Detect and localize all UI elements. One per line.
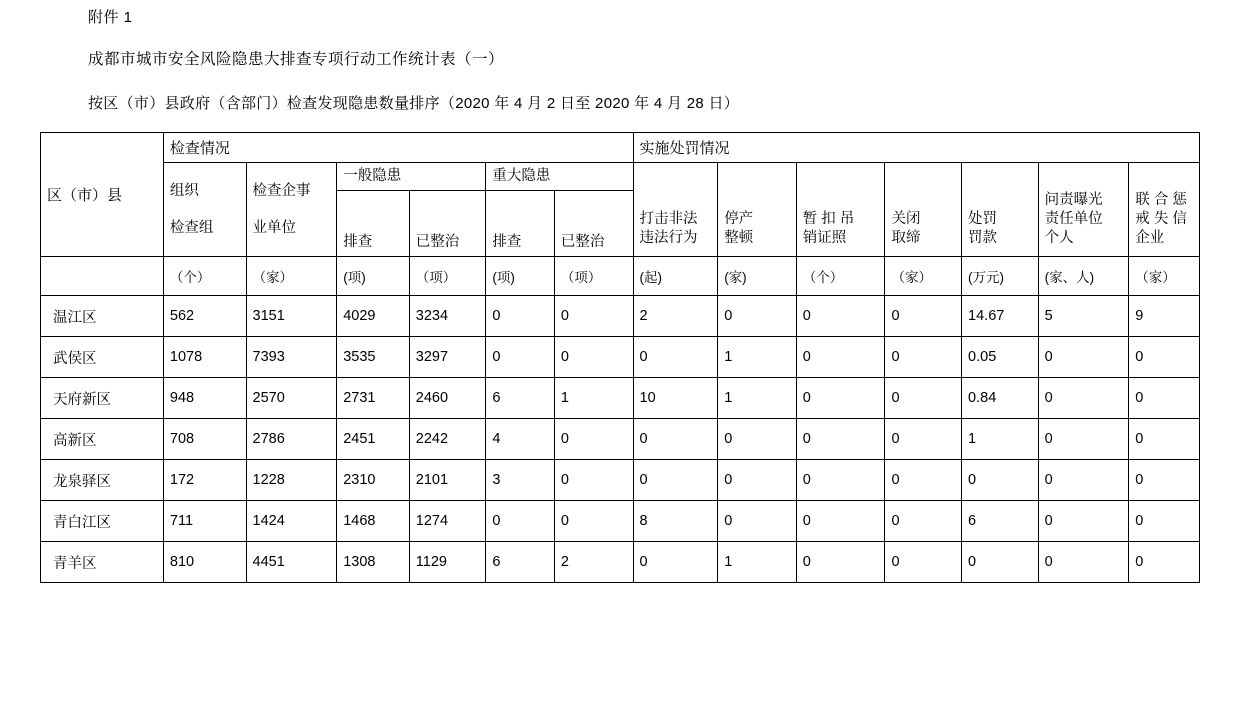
cell-stop-production: 0 xyxy=(718,501,797,542)
cell-illegal: 0 xyxy=(633,460,718,501)
cell-illegal: 10 xyxy=(633,378,718,419)
group-header-penalty: 实施处罚情况 xyxy=(633,133,1199,163)
column-header-responsibility: 问责曝光 责任单位 个人 xyxy=(1038,163,1129,257)
group-header-major-hazard: 重大隐患 xyxy=(486,163,633,191)
cell-org-group: 948 xyxy=(163,378,246,419)
cell-responsibility: 0 xyxy=(1038,542,1129,583)
cell-major-check: 6 xyxy=(486,542,555,583)
cell-major-done: 0 xyxy=(554,460,633,501)
unit-cell-credit-punish: （家） xyxy=(1129,257,1200,296)
column-header-close: 关闭 取缔 xyxy=(885,163,962,257)
cell-license: 0 xyxy=(796,337,885,378)
column-header-region: 区（市）县 xyxy=(41,133,164,257)
column-header-illegal: 打击非法 违法行为 xyxy=(633,163,718,257)
cell-credit-punish: 0 xyxy=(1129,378,1200,419)
cell-general-check: 2731 xyxy=(337,378,410,419)
cell-general-done: 3297 xyxy=(409,337,486,378)
cell-major-check: 0 xyxy=(486,296,555,337)
cell-enterprise: 3151 xyxy=(246,296,337,337)
cell-stop-production: 0 xyxy=(718,296,797,337)
cell-stop-production: 1 xyxy=(718,378,797,419)
table-row xyxy=(41,296,1200,337)
cell-stop-production: 1 xyxy=(718,542,797,583)
cell-major-check: 3 xyxy=(486,460,555,501)
cell-close: 0 xyxy=(885,460,962,501)
cell-fine: 1 xyxy=(962,419,1039,460)
unit-cell-illegal: (起) xyxy=(633,257,718,296)
cell-major-done: 0 xyxy=(554,501,633,542)
column-header-general-done: 已整治 xyxy=(409,191,486,257)
column-header-fine: 处罚 罚款 xyxy=(962,163,1039,257)
row-region: 龙泉驿区 xyxy=(41,460,164,501)
column-header-major-done: 已整治 xyxy=(554,191,633,257)
cell-fine: 0 xyxy=(962,460,1039,501)
unit-cell-enterprise: （家） xyxy=(246,257,337,296)
cell-close: 0 xyxy=(885,378,962,419)
cell-responsibility: 0 xyxy=(1038,419,1129,460)
column-header-enterprise: 检查企事 业单位 xyxy=(246,163,337,257)
cell-responsibility: 5 xyxy=(1038,296,1129,337)
cell-responsibility: 0 xyxy=(1038,337,1129,378)
table-row xyxy=(41,419,1200,460)
cell-enterprise: 7393 xyxy=(246,337,337,378)
table-row xyxy=(41,378,1200,419)
cell-org-group: 562 xyxy=(163,296,246,337)
table-subheader-row xyxy=(41,163,1200,191)
cell-credit-punish: 0 xyxy=(1129,501,1200,542)
cell-enterprise: 1424 xyxy=(246,501,337,542)
cell-general-done: 1129 xyxy=(409,542,486,583)
column-header-credit-punish: 联 合 惩 戒 失 信 企业 xyxy=(1129,163,1200,257)
cell-illegal: 0 xyxy=(633,542,718,583)
cell-license: 0 xyxy=(796,501,885,542)
column-header-major-check: 排查 xyxy=(486,191,555,257)
cell-general-done: 1274 xyxy=(409,501,486,542)
row-region: 武侯区 xyxy=(41,337,164,378)
cell-close: 0 xyxy=(885,296,962,337)
cell-major-check: 0 xyxy=(486,337,555,378)
group-header-general-hazard: 一般隐患 xyxy=(337,163,486,191)
table-row xyxy=(41,501,1200,542)
cell-org-group: 172 xyxy=(163,460,246,501)
document-subtitle: 按区（市）县政府（含部门）检查发现隐患数量排序（2020 年 4 月 2 日至 2020 年 4 月 28 日） xyxy=(88,95,740,112)
cell-enterprise: 1228 xyxy=(246,460,337,501)
cell-illegal: 0 xyxy=(633,419,718,460)
cell-license: 0 xyxy=(796,419,885,460)
cell-license: 0 xyxy=(796,460,885,501)
cell-enterprise: 2570 xyxy=(246,378,337,419)
column-header-general-check: 排查 xyxy=(337,191,410,257)
cell-fine: 0 xyxy=(962,542,1039,583)
attachment-label: 附件 1 xyxy=(88,9,133,26)
column-header-org-group: 组织 检查组 xyxy=(163,163,246,257)
cell-responsibility: 0 xyxy=(1038,501,1129,542)
cell-responsibility: 0 xyxy=(1038,378,1129,419)
column-header-stop-production: 停产 整顿 xyxy=(718,163,797,257)
cell-credit-punish: 0 xyxy=(1129,337,1200,378)
cell-license: 0 xyxy=(796,378,885,419)
cell-general-check: 4029 xyxy=(337,296,410,337)
cell-enterprise: 2786 xyxy=(246,419,337,460)
cell-fine: 0.05 xyxy=(962,337,1039,378)
cell-stop-production: 0 xyxy=(718,419,797,460)
table-units-row xyxy=(41,257,1200,296)
table-row xyxy=(41,337,1200,378)
row-region: 天府新区 xyxy=(41,378,164,419)
cell-general-check: 2451 xyxy=(337,419,410,460)
cell-stop-production: 0 xyxy=(718,460,797,501)
unit-cell-general-check: (项) xyxy=(337,257,410,296)
cell-major-check: 6 xyxy=(486,378,555,419)
unit-cell-major-check: (项) xyxy=(486,257,555,296)
unit-cell-license: （个） xyxy=(796,257,885,296)
unit-cell-major-done: （项） xyxy=(554,257,633,296)
cell-org-group: 810 xyxy=(163,542,246,583)
cell-credit-punish: 9 xyxy=(1129,296,1200,337)
cell-major-done: 0 xyxy=(554,296,633,337)
cell-credit-punish: 0 xyxy=(1129,460,1200,501)
cell-general-done: 2460 xyxy=(409,378,486,419)
unit-cell-general-done: （项） xyxy=(409,257,486,296)
cell-major-done: 0 xyxy=(554,337,633,378)
cell-stop-production: 1 xyxy=(718,337,797,378)
row-region: 青羊区 xyxy=(41,542,164,583)
cell-fine: 6 xyxy=(962,501,1039,542)
table-row xyxy=(41,460,1200,501)
cell-general-check: 2310 xyxy=(337,460,410,501)
cell-close: 0 xyxy=(885,542,962,583)
cell-close: 0 xyxy=(885,337,962,378)
row-region: 青白江区 xyxy=(41,501,164,542)
column-header-license: 暂 扣 吊 销证照 xyxy=(796,163,885,257)
cell-org-group: 1078 xyxy=(163,337,246,378)
cell-credit-punish: 0 xyxy=(1129,419,1200,460)
cell-credit-punish: 0 xyxy=(1129,542,1200,583)
unit-cell-close: （家） xyxy=(885,257,962,296)
unit-cell-stop-production: (家) xyxy=(718,257,797,296)
cell-license: 0 xyxy=(796,542,885,583)
unit-cell-fine: (万元) xyxy=(962,257,1039,296)
document-header xyxy=(0,0,1240,114)
cell-close: 0 xyxy=(885,501,962,542)
statistics-table xyxy=(40,132,1200,583)
cell-fine: 14.67 xyxy=(962,296,1039,337)
unit-cell-responsibility: (家、人) xyxy=(1038,257,1129,296)
cell-general-check: 1308 xyxy=(337,542,410,583)
cell-close: 0 xyxy=(885,419,962,460)
cell-general-done: 2101 xyxy=(409,460,486,501)
table-group-header-row xyxy=(41,133,1200,163)
cell-enterprise: 4451 xyxy=(246,542,337,583)
cell-major-done: 0 xyxy=(554,419,633,460)
cell-general-check: 3535 xyxy=(337,337,410,378)
cell-license: 0 xyxy=(796,296,885,337)
cell-org-group: 711 xyxy=(163,501,246,542)
cell-general-check: 1468 xyxy=(337,501,410,542)
cell-org-group: 708 xyxy=(163,419,246,460)
row-region: 高新区 xyxy=(41,419,164,460)
table-row xyxy=(41,542,1200,583)
cell-responsibility: 0 xyxy=(1038,460,1129,501)
unit-cell-org-group: （个） xyxy=(163,257,246,296)
cell-illegal: 2 xyxy=(633,296,718,337)
cell-illegal: 8 xyxy=(633,501,718,542)
cell-illegal: 0 xyxy=(633,337,718,378)
cell-general-done: 3234 xyxy=(409,296,486,337)
group-header-inspection: 检查情况 xyxy=(163,133,633,163)
cell-major-done: 2 xyxy=(554,542,633,583)
cell-major-check: 0 xyxy=(486,501,555,542)
cell-major-check: 4 xyxy=(486,419,555,460)
row-region: 温江区 xyxy=(41,296,164,337)
cell-major-done: 1 xyxy=(554,378,633,419)
cell-fine: 0.84 xyxy=(962,378,1039,419)
unit-cell-region xyxy=(41,257,164,296)
page-title: 成都市城市安全风险隐患大排查专项行动工作统计表（一） xyxy=(88,51,505,68)
cell-general-done: 2242 xyxy=(409,419,486,460)
